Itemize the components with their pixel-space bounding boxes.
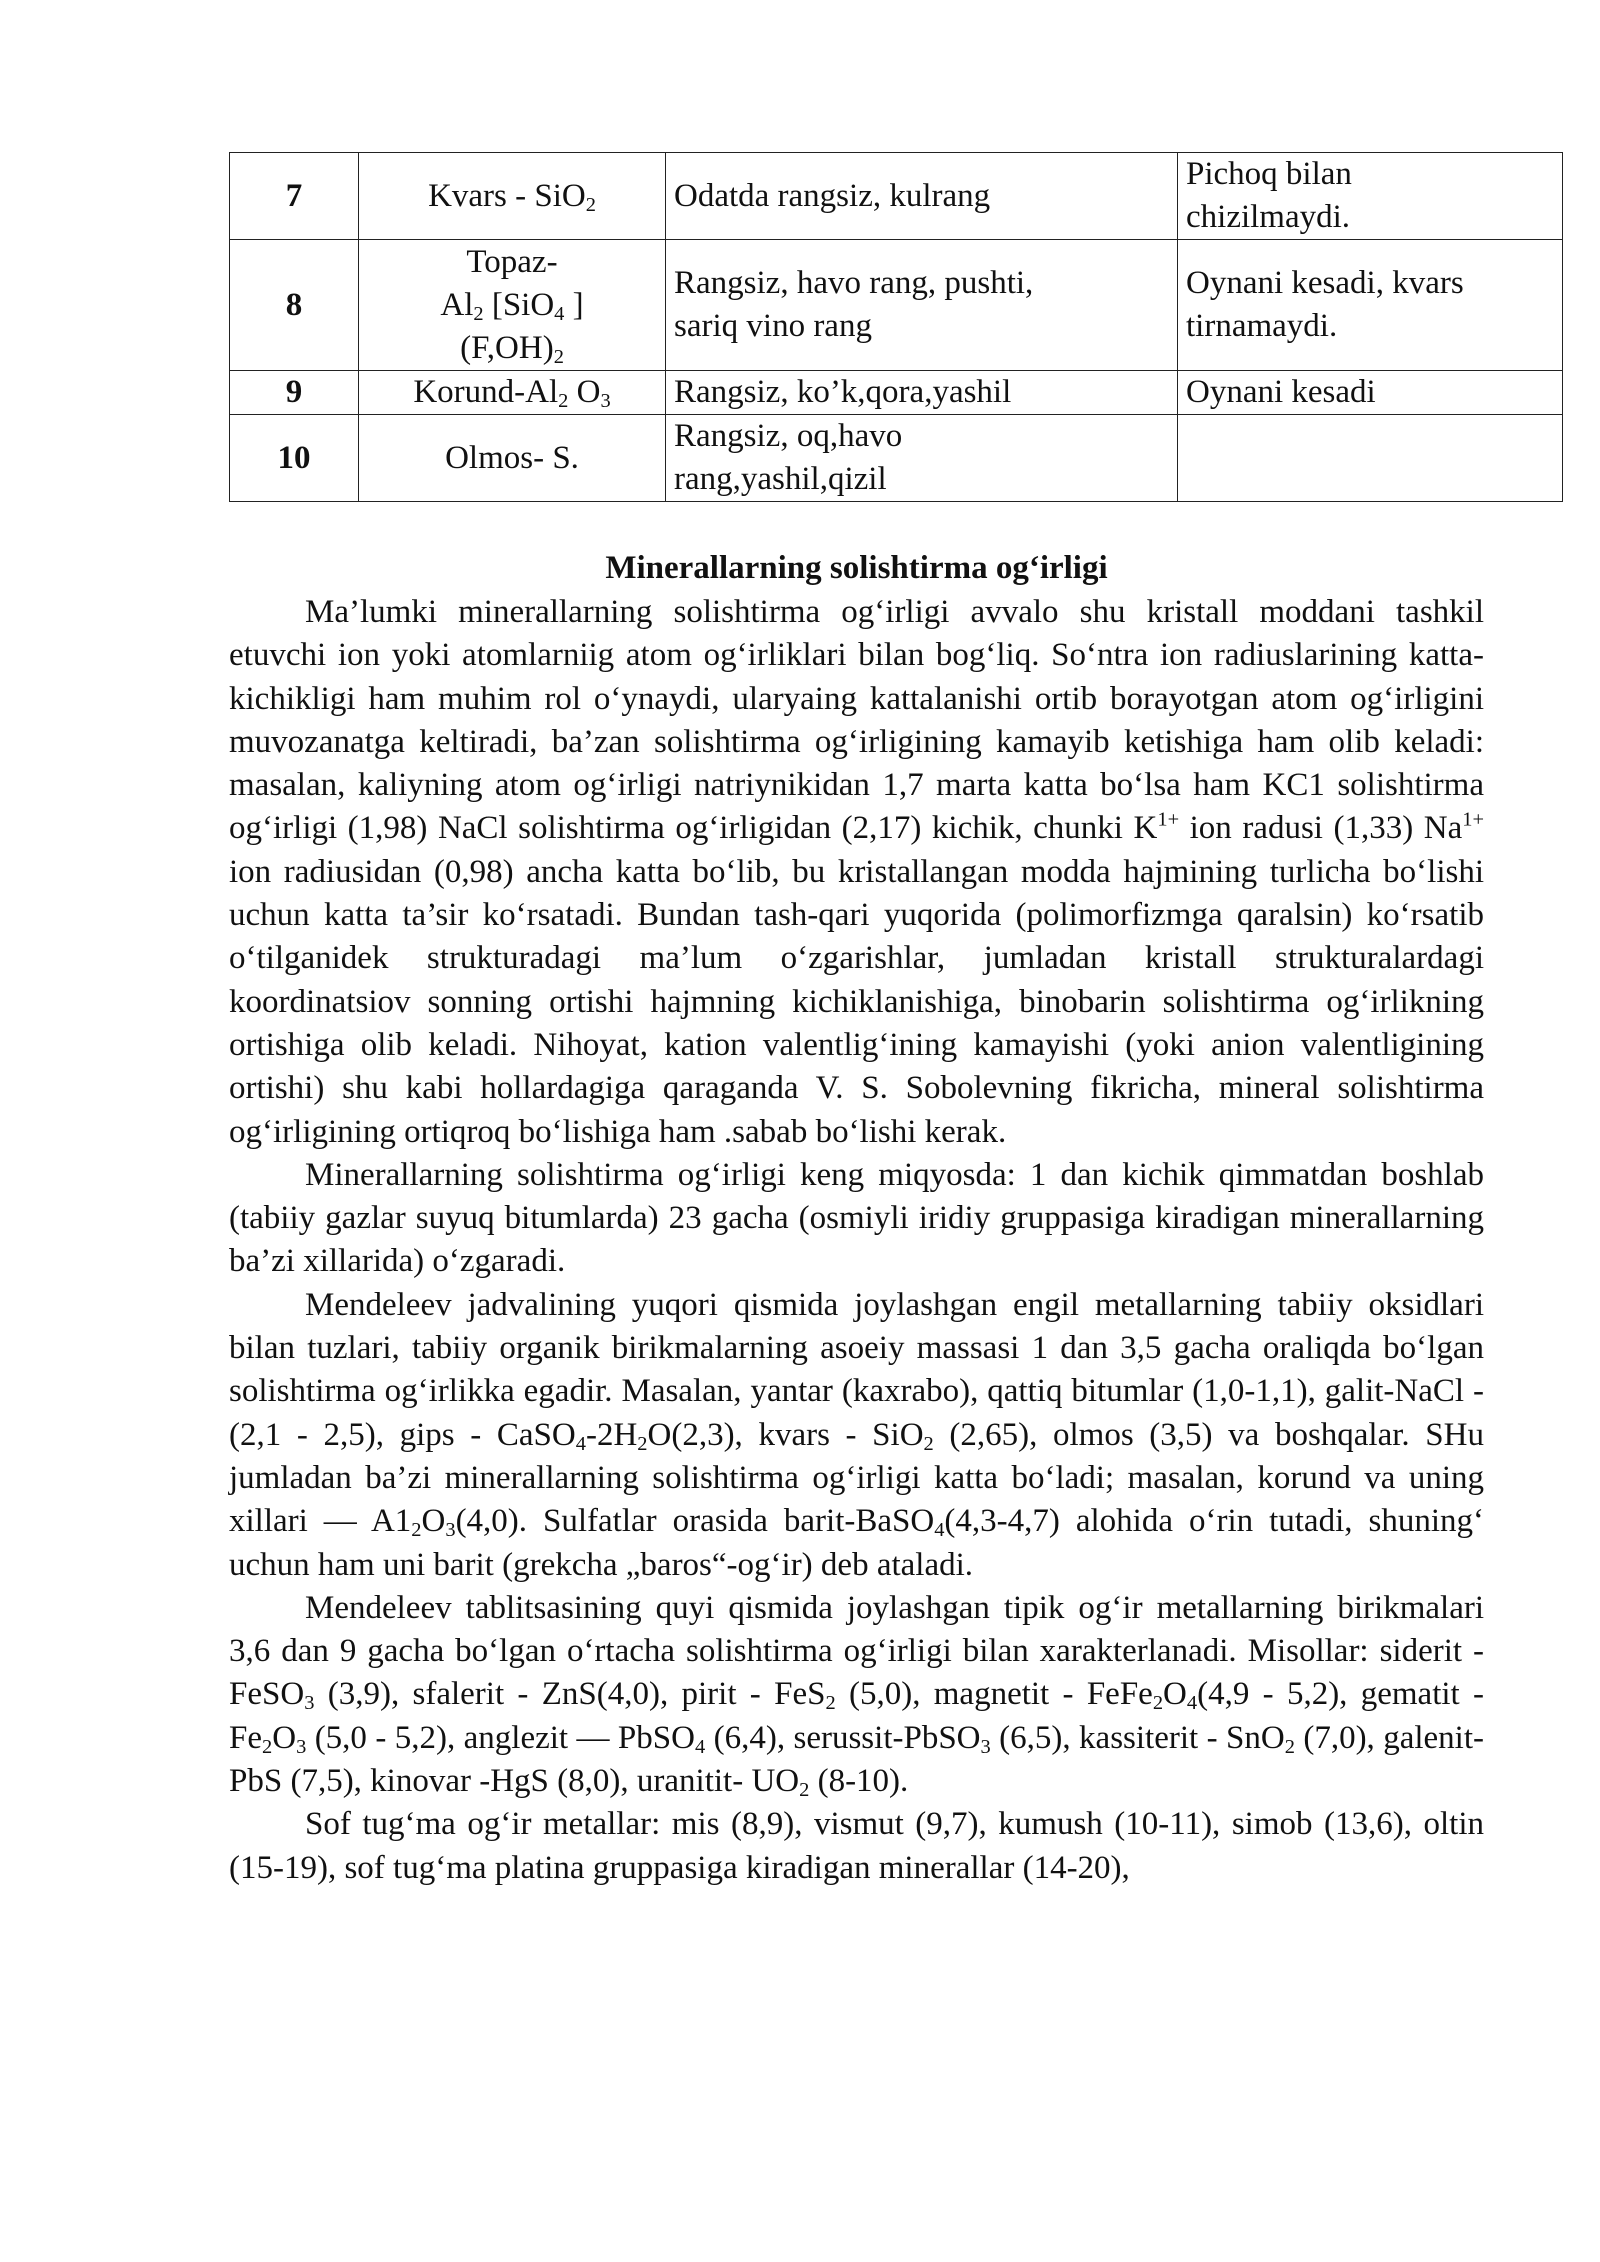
- table-row: [230, 415, 1563, 502]
- section-heading: Minerallarning solishtirma og‘irligi: [605, 550, 1108, 586]
- mineral-color: Rangsiz, havo rang, pushti, sariq vino rang: [666, 240, 1178, 371]
- mineral-color: Rangsiz, oq,havo rang,yashil,qizil: [666, 415, 1178, 502]
- paragraph: Ma’lumki minerallarning solishtirma og‘irligi avvalo shu kristall moddani tashkil etuvchi ion yoki atomlarniig atom og‘irliklari bilan bog‘liq. So‘ntra ion radiuslarining katta-kichikligi ham muhim rol o‘ynaydi, ularyaing kattalanishi ortib borayotgan atom og‘irligini muvozanatga keltiradi, ba’zan solishtirma og‘irligining kamayib ketishiga ham olib keladi: masalan, kaliyning atom og‘irligi natriynikidan 1,7 marta katta bo‘lsa ham KC1 solishtirma og‘irligi (1,98) NaCl solishtirma og‘irligidan (2,17) kichik, chunki $K^{1+}$ ion radusi (1,33) $Na^{1+}$ ion radiusidan (0,98) ancha katta bo‘lib, bu kristallangan modda hajmining turlicha bo‘lishi uchun katta ta’sir ko‘rsatadi. Bundan tash-qari yuqorida (polimorfizmga qaralsin) ko‘rsatib o‘tilganidek strukturadagi ma’lum o‘zgarishlar, jumladan kristall strukturalardagi koordinatsiov sonning ortishi hajmning kichiklanishiga, binobarin solishtirma og‘irlikning ortishiga olib keladi. Nihoyat, kation valentlig‘ining kamayishi (yoki anion valentligining ortishi) shu kabi hollardagiga qaraganda V. S. Sobolevning fikricha, mineral solishtirma og‘irligining ortiqroq bo‘lishiga ham .sabab bo‘lishi kerak.: [229, 594, 1484, 1150]
- row-number: 10: [230, 415, 359, 502]
- mineral-property: Pichoq bilan chizilmaydi.: [1178, 153, 1563, 240]
- mineral-name: Olmos- S.: [359, 415, 666, 502]
- paragraph: Minerallarning solishtirma og‘irligi keng miqyosda: 1 dan kichik qimmatdan boshlab (tabiiy gazlar suyuq bitumlarda) 23 gacha (osmiyli iridiy gruppasiga kiradigan minerallarning ba’zi xillarida) o‘zgaradi.: [229, 1156, 1484, 1280]
- mineral-color: Odatda rangsiz, kulrang: [666, 153, 1178, 240]
- body-text: [229, 591, 1484, 1890]
- minerals-table: [229, 152, 1563, 502]
- mineral-property: Oynani kesadi, kvars tirnamaydi.: [1178, 240, 1563, 371]
- table-row: [230, 153, 1563, 240]
- table-row: [230, 240, 1563, 371]
- mineral-property: Oynani kesadi: [1178, 371, 1563, 415]
- mineral-name: Korund-$Al_2$ $O_3$: [359, 371, 666, 415]
- row-number: 7: [230, 153, 359, 240]
- row-number: 8: [230, 240, 359, 371]
- mineral-property: [1178, 415, 1563, 502]
- mineral-color: Rangsiz, ko’k,qora,yashil: [666, 371, 1178, 415]
- paragraph: Mendeleev tablitsasining quyi qismida joylashgan tipik og‘ir metallarning birikmalari 3,6 dan 9 gacha bo‘lgan o‘rtacha solishtirma og‘irligi bilan xarakterlanadi. Misollar: siderit - FeSO$_3$ (3,9), sfalerit - ZnS(4,0), pirit - FeS$_2$ (5,0), magnetit - $FeFe_2O_4(4,9 - 5,2)$, gematit - $Fe_2O_3$ (5,0 - 5,2), anglezit — PbSO$_4$ (6,4), serussit-PbSO$_3$ (6,5), kassiterit - SnO$_2$ (7,0), galenit-PbS (7,5), kinovar -HgS (8,0), uranitit- $UO_2$ (8-10).: [229, 1589, 1485, 1802]
- table-row: [230, 371, 1563, 415]
- mineral-name: Kvars - SiO$_2$: [359, 153, 666, 240]
- paragraph: Mendeleev jadvalining yuqori qismida joylashgan engil metallarning tabiiy oksidlari bilan tuzlari, tabiiy organik birikmalarning asoeiy massasi 1 dan 3,5 gacha oraliqda bo‘lgan solishtirma og‘irlikka egadir. Masalan, yantar (kaxrabo), qattiq bitumlar (1,0-1,1), galit-NaCl - (2,1 - 2,5), gips - $CaSO_4-2H_2O(2,3)$, kvars - SiO$_2$ (2,65), olmos (3,5) va boshqalar. SHu jumladan ba’zi minerallarning solishtirma og‘irligi katta bo‘ladi; masalan, korund va uning xillari — $A1_2O_3(4,0)$. Sulfatlar orasida barit-BaSO$_4$(4,3-4,7) alohida o‘rin tutadi, shuning‘ uchun ham uni barit (grekcha „baros“-og‘ir) deb ataladi.: [229, 1286, 1484, 1583]
- mineral-name: Topaz- $Al_2$ [SiO$_4$ ] $(F,OH)_2$: [359, 240, 666, 371]
- paragraph: Sof tug‘ma og‘ir metallar: mis (8,9), vismut (9,7), kumush (10-11), simob (13,6), oltin (15-19), sof tug‘ma platina gruppasiga kiradigan minerallar (14-20),: [229, 1806, 1484, 1886]
- row-number: 9: [230, 371, 359, 415]
